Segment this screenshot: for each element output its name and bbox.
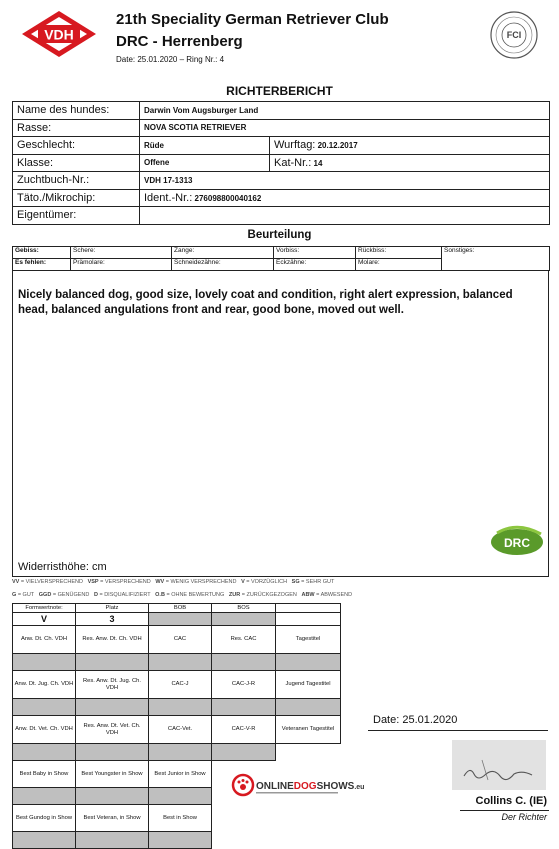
award-label: CAC-J xyxy=(149,671,212,699)
drc-logo xyxy=(489,524,545,556)
award-label: Tagestitel xyxy=(276,626,341,654)
award-value xyxy=(149,654,212,671)
blank-value xyxy=(276,613,341,626)
molare-label: Molare: xyxy=(356,259,442,271)
award-label: Res. Anw. Dt. Jug. Ch. VDH xyxy=(76,671,149,699)
fci-logo xyxy=(489,10,539,60)
award-value xyxy=(149,699,212,716)
legend-text: = ABWESEND xyxy=(316,592,353,598)
formwertnote-label: Formwertnote: xyxy=(13,604,76,613)
award-value xyxy=(149,832,212,849)
legend-abbr: SG xyxy=(291,579,300,585)
platz-value: 3 xyxy=(76,613,149,626)
legend-abbr: GGD xyxy=(38,592,52,598)
award-label: Best in Show xyxy=(149,805,212,832)
legend-text: = OHNE BEWERTUNG xyxy=(166,592,225,598)
report-title: RICHTERBERICHT xyxy=(226,84,333,98)
legend-text: = GENÜGEND xyxy=(52,592,90,598)
legend-abbr: WV xyxy=(155,579,165,585)
rasse-label: Rasse: xyxy=(13,119,140,137)
award-label: Res. Anw. Dt. Vet. Ch. VDH xyxy=(76,716,149,744)
award-value xyxy=(76,699,149,716)
comment-box xyxy=(12,270,549,577)
bos-label: BOS xyxy=(212,604,276,613)
award-label: Best Junior in Show xyxy=(149,761,212,788)
award-label: Best Veteran, in Show xyxy=(76,805,149,832)
es-fehlen-label: Es fehlen: xyxy=(13,259,71,271)
date-underline xyxy=(368,730,548,731)
legend-text: = ZURÜCKGEZOGEN xyxy=(241,592,297,598)
award-value xyxy=(13,788,76,805)
formwertnote-value: V xyxy=(13,613,76,626)
event-date-ring: Date: 25.01.2020 – Ring Nr.: 4 xyxy=(116,55,225,64)
legend-abbr: D xyxy=(93,592,98,598)
signature-date: Date: 25.01.2020 xyxy=(373,714,458,726)
legend-abbr: G xyxy=(12,592,17,598)
award-label: CAC-V-R xyxy=(212,716,276,744)
legend-abbr: O.B xyxy=(155,592,165,598)
bob-label: BOB xyxy=(149,604,212,613)
svg-text:ONLINEDOGSHOWS.eu xyxy=(256,781,364,792)
empty-cell xyxy=(212,832,276,849)
legend-abbr: V xyxy=(241,579,245,585)
award-label: Res. CAC xyxy=(212,626,276,654)
schere-label: Schere: xyxy=(71,247,172,259)
award-value xyxy=(212,744,276,761)
ods-online: ONLINE xyxy=(256,781,294,792)
award-value xyxy=(76,788,149,805)
award-label: Veteranen Tagestitel xyxy=(276,716,341,744)
award-value xyxy=(149,788,212,805)
empty-cell xyxy=(276,805,341,832)
zange-label: Zange: xyxy=(172,247,274,259)
legend-text: = SEHR GUT xyxy=(301,579,335,585)
award-value xyxy=(13,744,76,761)
rasse-value: NOVA SCOTIA RETRIEVER xyxy=(140,119,550,137)
geschlecht-label: Geschlecht: xyxy=(13,137,140,155)
empty-cell xyxy=(276,832,341,849)
awards-table xyxy=(12,603,341,849)
ident-cell xyxy=(140,189,550,207)
award-value xyxy=(76,654,149,671)
award-label: CAC-J-R xyxy=(212,671,276,699)
legend-text: = VIELVERSPRECHEND xyxy=(20,579,83,585)
judge-comment: Nicely balanced dog, good size, lovely coat and condition, right alert expression, balanced head, balanced angulations front and rear, good bone, moved out well. xyxy=(18,289,513,316)
legend-abbr: ZUR xyxy=(228,592,241,598)
award-label: Best Baby in Show xyxy=(13,761,76,788)
legend-line-2 xyxy=(12,592,352,598)
schneidezaehne-label: Schneidezähne: xyxy=(172,259,274,271)
vorbiss-label: Vorbiss: xyxy=(274,247,356,259)
ods-eu: .eu xyxy=(354,784,365,791)
ods-dog: DOG xyxy=(293,781,317,792)
legend-text: = DISQUALIFIZIERT xyxy=(99,592,151,598)
wurftag-cell xyxy=(270,137,550,155)
platz-label: Platz xyxy=(76,604,149,613)
name-label: Name des hundes: xyxy=(13,102,140,120)
legend-abbr: VSP xyxy=(87,579,99,585)
event-subtitle: DRC - Herrenberg xyxy=(116,33,243,50)
teeth-table xyxy=(12,246,550,271)
praemolare-label: Prämolare: xyxy=(71,259,172,271)
ident-label: Ident.-Nr.: xyxy=(144,191,193,204)
ods-shows: SHOWS xyxy=(316,781,355,792)
klasse-value: Offene xyxy=(140,154,270,172)
bob-value xyxy=(149,613,212,626)
ident-value: 276098800040162 xyxy=(194,193,262,203)
award-label: Best Gundog in Show xyxy=(13,805,76,832)
blank-header xyxy=(276,604,341,613)
judge-signature xyxy=(452,740,546,790)
award-value xyxy=(76,744,149,761)
legend-abbr: VV xyxy=(12,579,20,585)
wurftag-value: 20.12.2017 xyxy=(317,141,358,151)
award-label: Best Youngster in Show xyxy=(76,761,149,788)
drc-logo-text: DRC xyxy=(504,536,530,550)
legend-text: = VERSPRECHEND xyxy=(100,579,151,585)
award-label: Anw. Dt. Vet. Ch. VDH xyxy=(13,716,76,744)
award-value xyxy=(76,832,149,849)
legend-text: = VORZÜGLICH xyxy=(246,579,288,585)
legend-abbr: ABW xyxy=(301,592,315,598)
judge-role: Der Richter xyxy=(501,812,547,822)
vdh-logo xyxy=(20,10,98,58)
zuchtbuch-value: VDH 17-1313 xyxy=(140,172,550,190)
sonstiges-label: Sonstiges: xyxy=(442,247,550,271)
geschlecht-value: Rüde xyxy=(140,137,270,155)
award-value xyxy=(149,744,212,761)
judge-underline xyxy=(460,810,549,811)
katnr-value: 14 xyxy=(313,158,323,168)
award-value xyxy=(276,699,341,716)
legend-text: = WENIG VERSPRECHEND xyxy=(165,579,237,585)
beurteilung-title: Beurteilung xyxy=(247,229,312,241)
name-value: Darwin Vom Augsburger Land xyxy=(140,102,550,120)
award-label: CAC xyxy=(149,626,212,654)
award-label: CAC-Vet. xyxy=(149,716,212,744)
widerristhoehe-label: Widerristhöhe: cm xyxy=(18,561,107,573)
fci-logo-text: FCI xyxy=(506,30,522,40)
judge-name: Collins C. (IE) xyxy=(475,795,547,807)
eckzaehne-label: Eckzähne: xyxy=(274,259,356,271)
award-value xyxy=(13,699,76,716)
award-value xyxy=(212,654,276,671)
katnr-cell xyxy=(270,154,550,172)
owner-label: Eigentümer: xyxy=(13,207,140,225)
award-value xyxy=(212,699,276,716)
award-label: Res. Anw. Dt. Ch. VDH xyxy=(76,626,149,654)
award-label: Jugend Tagestitel xyxy=(276,671,341,699)
empty-cell xyxy=(276,744,341,761)
legend-line-1 xyxy=(12,579,334,585)
event-title: 21th Speciality German Retriever Club xyxy=(116,11,389,28)
owner-value xyxy=(140,207,550,225)
onlinedogshows-logo xyxy=(232,773,365,799)
award-label: Anw. Dt. Ch. VDH xyxy=(13,626,76,654)
wurftag-label: Wurftag: xyxy=(274,139,316,152)
katnr-label: Kat-Nr.: xyxy=(274,156,312,169)
gebiss-label: Gebiss: xyxy=(13,247,71,259)
award-value xyxy=(13,654,76,671)
legend-text: = GUT xyxy=(17,592,35,598)
bos-value xyxy=(212,613,276,626)
award-value xyxy=(276,654,341,671)
klasse-label: Klasse: xyxy=(13,154,140,172)
award-value xyxy=(13,832,76,849)
dog-info-table xyxy=(12,101,550,225)
empty-cell xyxy=(212,805,276,832)
award-label: Anw. Dt. Jug. Ch. VDH xyxy=(13,671,76,699)
vdh-logo-text: VDH xyxy=(44,26,74,43)
zuchtbuch-label: Zuchtbuch-Nr.: xyxy=(13,172,140,190)
rueckbiss-label: Rückbiss: xyxy=(356,247,442,259)
chip-label: Täto./Mikrochip: xyxy=(13,189,140,207)
